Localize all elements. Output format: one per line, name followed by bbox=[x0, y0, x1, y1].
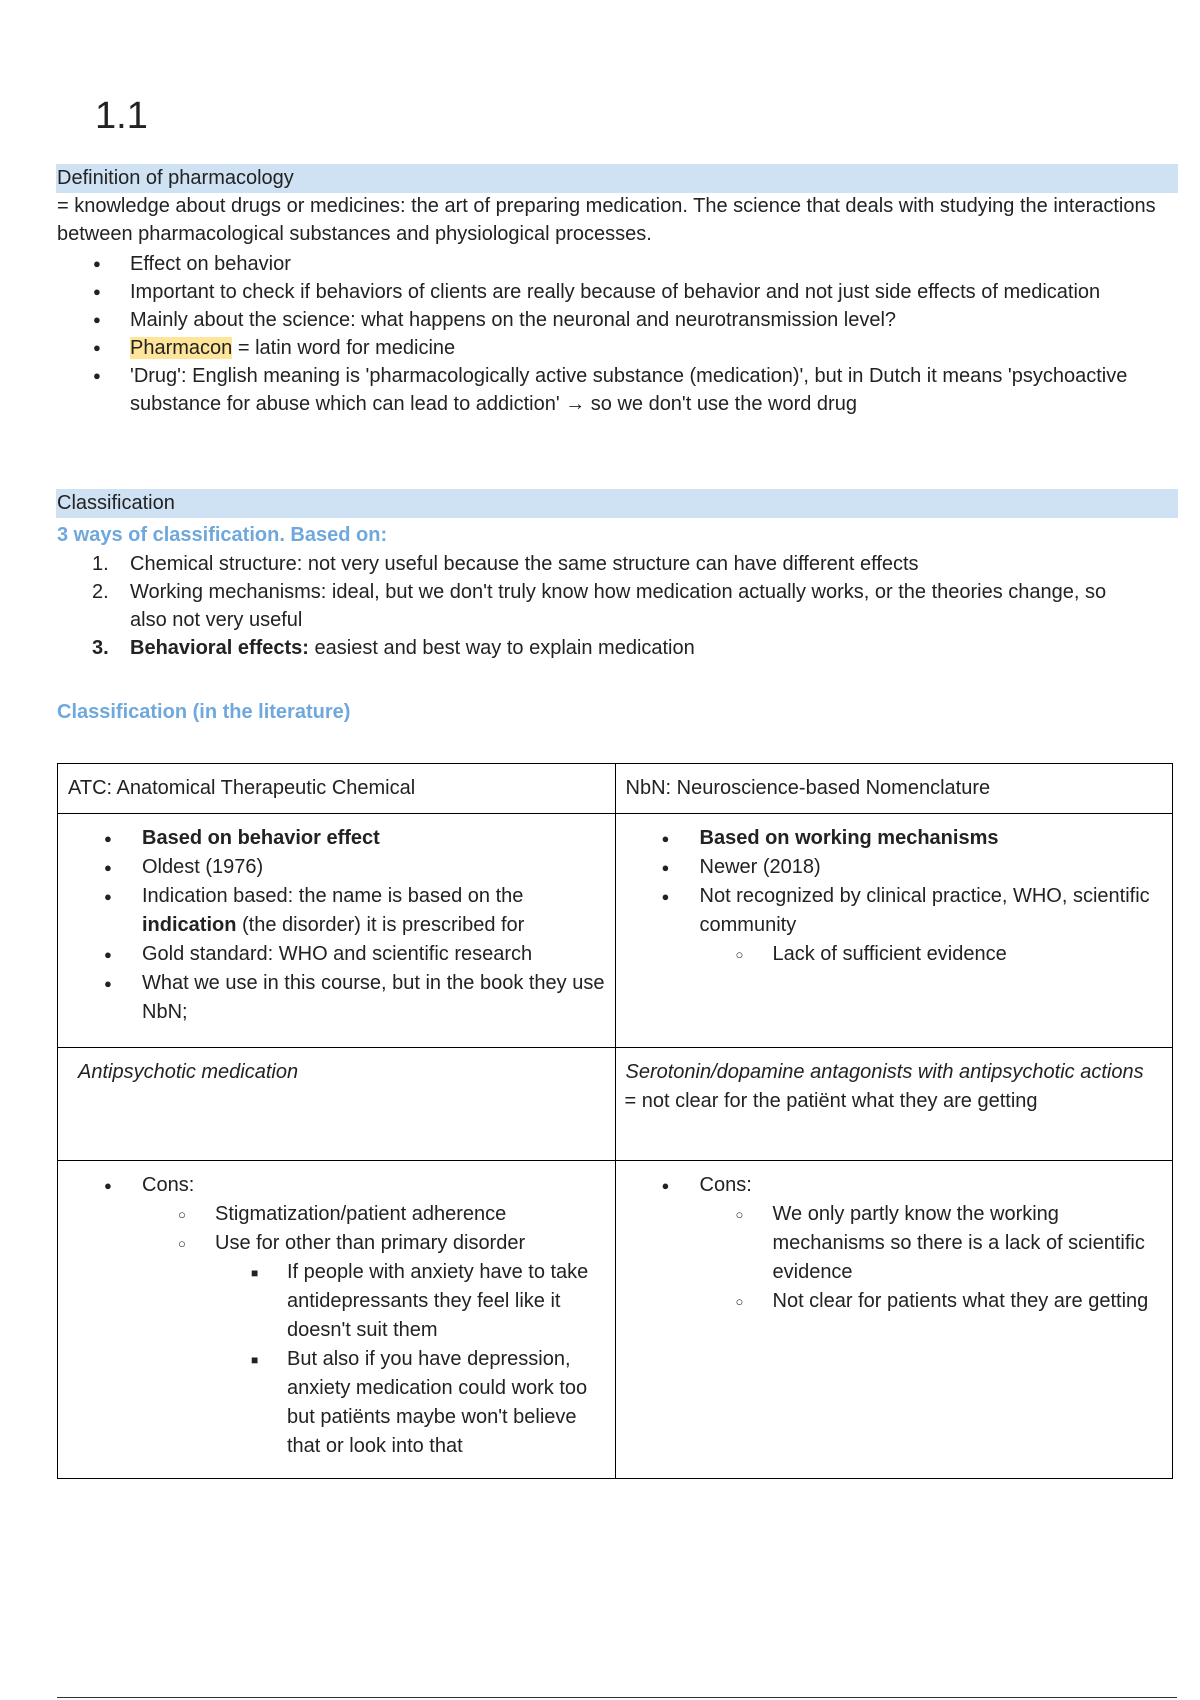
list-item bbox=[626, 1171, 1163, 1316]
list-item bbox=[68, 1171, 605, 1461]
definition-section-bar bbox=[56, 164, 1178, 193]
list-item: ● 'Drug': English meaning is 'pharmacologically active substance (medication)', but in Dutch it means 'psychoactive substance for abuse which can lead to addiction' → so we don't use the word drug bbox=[57, 362, 1137, 418]
list-item: ■ If people with anxiety have to take antidepressants they feel like it doesn't suit them bbox=[215, 1258, 605, 1345]
table-row bbox=[58, 1161, 1173, 1479]
list-item: ● What we use in this course, but in the book they use NbN; bbox=[68, 969, 605, 1027]
ways-numbered-list bbox=[57, 550, 1137, 662]
nbn-header-cell: NbN: Neuroscience-based Nomenclature bbox=[615, 764, 1173, 814]
classification-title: Classification bbox=[57, 492, 175, 514]
atc-example-cell bbox=[58, 1048, 616, 1161]
list-item bbox=[57, 334, 1137, 362]
highlighted-term: Pharmacon bbox=[130, 337, 233, 359]
pharmacon-definition: = latin word for medicine bbox=[232, 337, 456, 359]
cons-label: Cons: bbox=[699, 1174, 752, 1196]
nbn-example-note: = not clear for the patiënt what they are getting bbox=[624, 1090, 1038, 1112]
list-item: ● Mainly about the science: what happens on the neuronal and neurotransmission level? bbox=[57, 306, 1137, 334]
list-item: ○ Stigmatization/patient adherence bbox=[142, 1200, 605, 1229]
table-row bbox=[58, 764, 1173, 814]
list-item: ● Important to check if behaviors of clients are really because of behavior and not just side effects of medication bbox=[57, 278, 1137, 306]
cons-label: Cons: bbox=[142, 1174, 195, 1196]
list-item: ● Effect on behavior bbox=[57, 250, 1137, 278]
footer-divider bbox=[57, 1697, 1177, 1698]
nbn-example: Serotonin/dopamine antagonists with antipsychotic actions bbox=[625, 1061, 1144, 1083]
list-item bbox=[57, 634, 1137, 662]
list-item bbox=[57, 550, 1137, 578]
list-item: ● Newer (2018) bbox=[626, 853, 1163, 882]
list-item: ● Based on behavior effect bbox=[68, 824, 605, 853]
list-item: ○ We only partly know the working mechanisms so there is a lack of scientific evidence bbox=[700, 1200, 1163, 1287]
list-item bbox=[68, 882, 605, 940]
literature-heading: Classification (in the literature) bbox=[57, 701, 351, 723]
list-text: Indication based: the name is based on the bbox=[142, 885, 524, 907]
list-item: ● Gold standard: WHO and scientific research bbox=[68, 940, 605, 969]
list-item: ○ Not clear for patients what they are getting bbox=[700, 1287, 1163, 1316]
page-title: 1.1 bbox=[95, 95, 148, 137]
list-item: ● Oldest (1976) bbox=[68, 853, 605, 882]
list-text: (the disorder) it is prescribed for bbox=[236, 914, 525, 936]
table-row bbox=[58, 1048, 1173, 1161]
list-item bbox=[57, 578, 1137, 634]
list-text: Working mechanisms: ideal, but we don't truly know how medication actually works, or the theories change, so also not very useful bbox=[130, 581, 1107, 631]
atc-example: Antipsychotic medication bbox=[78, 1061, 299, 1083]
definition-title: Definition of pharmacology bbox=[57, 167, 294, 189]
atc-cons-cell bbox=[58, 1161, 616, 1479]
ways-heading: 3 ways of classification. Based on: bbox=[57, 524, 388, 546]
list-number: 2. bbox=[92, 581, 109, 603]
list-bold-text: Behavioral effects: bbox=[130, 637, 309, 659]
list-item: ○ Lack of sufficient evidence bbox=[700, 940, 1163, 969]
list-text: easiest and best way to explain medication bbox=[308, 637, 695, 659]
list-text: Use for other than primary disorder bbox=[215, 1232, 526, 1254]
list-item bbox=[142, 1229, 605, 1461]
list-item bbox=[626, 882, 1163, 969]
nbn-properties-cell bbox=[615, 814, 1173, 1048]
atc-properties-cell bbox=[58, 814, 616, 1048]
definition-text: = knowledge about drugs or medicines: the art of preparing medication. The science that deals with studying the interactions between pharmacological substances and physiological processes. bbox=[57, 195, 1156, 245]
atc-header-cell: ATC: Anatomical Therapeutic Chemical bbox=[58, 764, 616, 814]
table-row bbox=[58, 814, 1173, 1048]
list-item: ■ But also if you have depression, anxiety medication could work too but patiënts maybe won't believe that or look into that bbox=[215, 1345, 605, 1461]
nbn-example-cell bbox=[615, 1048, 1173, 1161]
classification-section-bar bbox=[56, 489, 1178, 518]
list-text: Chemical structure: not very useful because the same structure can have different effects bbox=[130, 553, 919, 575]
definition-bullet-list bbox=[57, 250, 1137, 418]
list-item: ● Based on working mechanisms bbox=[626, 824, 1163, 853]
list-text: Not recognized by clinical practice, WHO, scientific community bbox=[699, 885, 1150, 936]
classification-table bbox=[57, 763, 1173, 1479]
list-number: 1. bbox=[92, 553, 109, 575]
nbn-cons-cell bbox=[615, 1161, 1173, 1479]
list-bold-text: indication bbox=[142, 914, 237, 936]
list-number: 3. bbox=[92, 637, 109, 659]
